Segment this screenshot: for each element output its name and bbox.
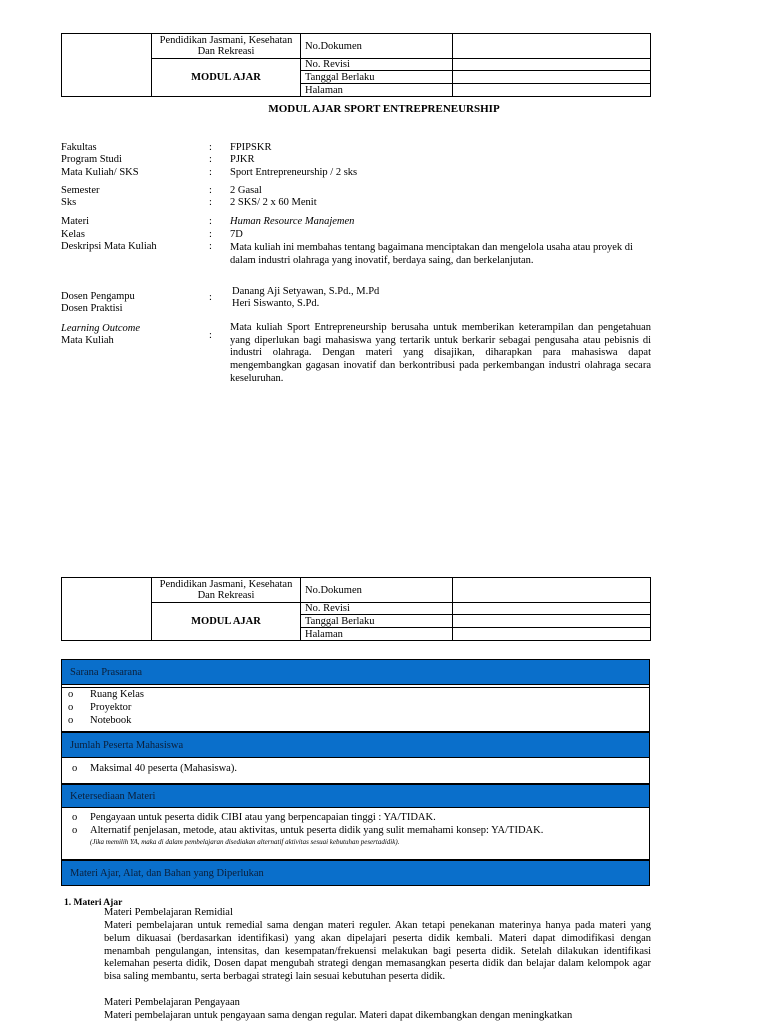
modul-ajar-label: MODUL AJAR (152, 603, 301, 641)
materi-item-1: Pengayaan untuk peserta didik CIBI atau yang berpencapaian tinggi : YA/TIDAK. (90, 812, 436, 823)
pengayaan-text: Materi pembelajaran untuk pengayaan sama dengan regular. Materi dapat dikembangkan dengan meningkatkan (104, 1010, 573, 1021)
learning-outcome-label-2: Mata Kuliah (61, 335, 114, 346)
dosen-pengampu-label: Dosen Pengampu (61, 291, 135, 302)
prodi-value: PJKR (230, 154, 255, 165)
kelas-label: Kelas (61, 229, 85, 240)
colon: : (209, 216, 212, 227)
no-revisi-label: No. Revisi (301, 603, 453, 615)
mata-kuliah-value: Sport Entrepreneurship / 2 sks (230, 167, 358, 178)
colon: : (209, 241, 212, 252)
no-revisi-value (453, 59, 651, 71)
sks-value: 2 SKS/ 2 x 60 Menit (230, 197, 317, 208)
colon: : (209, 167, 212, 178)
bullet: o (68, 702, 74, 713)
materi-label: Materi (61, 216, 89, 227)
materi-note: (Jika memilih YA, maka di dalam pembelajaran disediakan alternatif aktivitas sesuai kebutuhan pesertadidik). (90, 838, 400, 846)
dosen-praktisi-label: Dosen Praktisi (61, 303, 123, 314)
remidial-title: Materi Pembelajaran Remidial (104, 907, 233, 918)
document-title: MODUL AJAR SPORT ENTREPRENEURSHIP (268, 103, 500, 115)
program-name: Pendidikan Jasmani, Kesehatan Dan Rekreasi (152, 578, 301, 603)
deskripsi-line-2: dalam industri olahraga yang inovatif, berdaya saing, dan berkelanjutan. (230, 255, 534, 266)
program-name: Pendidikan Jasmani, Kesehatan Dan Rekreasi (152, 34, 301, 59)
halaman-value (453, 628, 651, 641)
deskripsi-line-1: Mata kuliah ini membahas tentang bagaimana menciptakan dan mengelola usaha atau proyek di (230, 242, 633, 253)
learning-outcome-label: Learning Outcome (61, 323, 141, 334)
tanggal-berlaku-label: Tanggal Berlaku (301, 615, 453, 628)
remidial-text: Materi pembelajaran untuk remedial sama dengan materi reguler. Akan tetapi penekanan materinya hanya pada materi yang belum dikuasai (berdasarkan identifikasi) yang akan dipelajari peserta didik kembali. Materi dapat dimodifikasi dengan menambah pengulangan, intensitas, dan kesempatan/frekuensi melakukan bagi peserta didik. Setelah dilakukan identifikasi kelemahan peserta didik, Dosen dapat mengubah strategi dengan memasangkan peserta didik dan belajar dalam kelompok agar bisa saling membantu, serta berbagai strategi lain sesuai kebutuhan peserta didik. (104, 920, 651, 983)
sarana-box (61, 685, 650, 732)
logo-cell (62, 578, 152, 641)
section-sarana-prasarana: Sarana Prasarana (61, 659, 650, 685)
materi-value: Human Resource Manajemen (230, 216, 355, 227)
sarana-item: Ruang Kelas (90, 689, 144, 700)
dosen-praktisi-value: Heri Siswanto, S.Pd. (232, 298, 320, 309)
halaman-label: Halaman (301, 84, 453, 97)
document-header-table-2 (61, 577, 651, 641)
colon: : (209, 197, 212, 208)
no-dokumen-label: No.Dokumen (301, 578, 453, 603)
no-dokumen-value (453, 578, 651, 603)
logo-cell (62, 34, 152, 97)
bullet: o (72, 825, 78, 836)
no-revisi-label: No. Revisi (301, 59, 453, 71)
sks-label: Sks (61, 197, 77, 208)
learning-outcome-text: Mata kuliah Sport Entrepreneurship berusaha untuk memberikan keterampilan dan pengetahuan yang diperlukan bagi mahasiswa yang tertarik untuk berkarir sebagai pengusaha atau pebisnis di industri olahraga. Dengan materi yang disajikan, diharapkan para mahasiswa dapat mengembangkan gagasan inovatif dan berkontribusi pada perkembangan industri olahraga secara keseluruhan. (230, 322, 651, 384)
no-dokumen-value (453, 34, 651, 59)
deskripsi-label: Deskripsi Mata Kuliah (61, 241, 157, 252)
sarana-item: Notebook (90, 715, 132, 726)
section-ketersediaan-materi: Ketersediaan Materi (61, 784, 650, 808)
modul-ajar-label: MODUL AJAR (152, 59, 301, 97)
document-header-table (61, 33, 651, 97)
sarana-item: Proyektor (90, 702, 132, 713)
section-materi-ajar-alat-bahan: Materi Ajar, Alat, dan Bahan yang Diperlukan (61, 860, 650, 886)
materi-item-2: Alternatif penjelasan, metode, atau aktivitas, untuk peserta didik yang sulit memahami konsep: YA/TIDAK. (90, 825, 544, 836)
mata-kuliah-label: Mata Kuliah/ SKS (61, 167, 139, 178)
bullet: o (68, 715, 74, 726)
peserta-item: Maksimal 40 peserta (Mahasiswa). (90, 763, 237, 774)
colon: : (209, 154, 212, 165)
dosen-pengampu-value: Danang Aji Setyawan, S.Pd., M.Pd (232, 286, 380, 297)
divider (62, 687, 649, 688)
no-dokumen-label: No.Dokumen (301, 34, 453, 59)
semester-label: Semester (61, 185, 100, 196)
colon: : (209, 142, 212, 153)
tanggal-berlaku-value (453, 71, 651, 84)
fakultas-value: FPIPSKR (230, 142, 272, 153)
prodi-label: Program Studi (61, 154, 122, 165)
pengayaan-title: Materi Pembelajaran Pengayaan (104, 997, 240, 1008)
colon: : (209, 330, 212, 341)
bullet: o (72, 812, 78, 823)
colon: : (209, 292, 212, 303)
fakultas-label: Fakultas (61, 142, 97, 153)
semester-value: 2 Gasal (230, 185, 262, 196)
kelas-value: 7D (230, 229, 243, 240)
no-revisi-value (453, 603, 651, 615)
halaman-value (453, 84, 651, 97)
bullet: o (68, 689, 74, 700)
bullet: o (72, 763, 78, 774)
materi-ajar-heading: 1. Materi Ajar (64, 898, 123, 908)
section-jumlah-peserta: Jumlah Peserta Mahasiswa (61, 732, 650, 758)
tanggal-berlaku-value (453, 615, 651, 628)
halaman-label: Halaman (301, 628, 453, 641)
colon: : (209, 185, 212, 196)
tanggal-berlaku-label: Tanggal Berlaku (301, 71, 453, 84)
colon: : (209, 229, 212, 240)
